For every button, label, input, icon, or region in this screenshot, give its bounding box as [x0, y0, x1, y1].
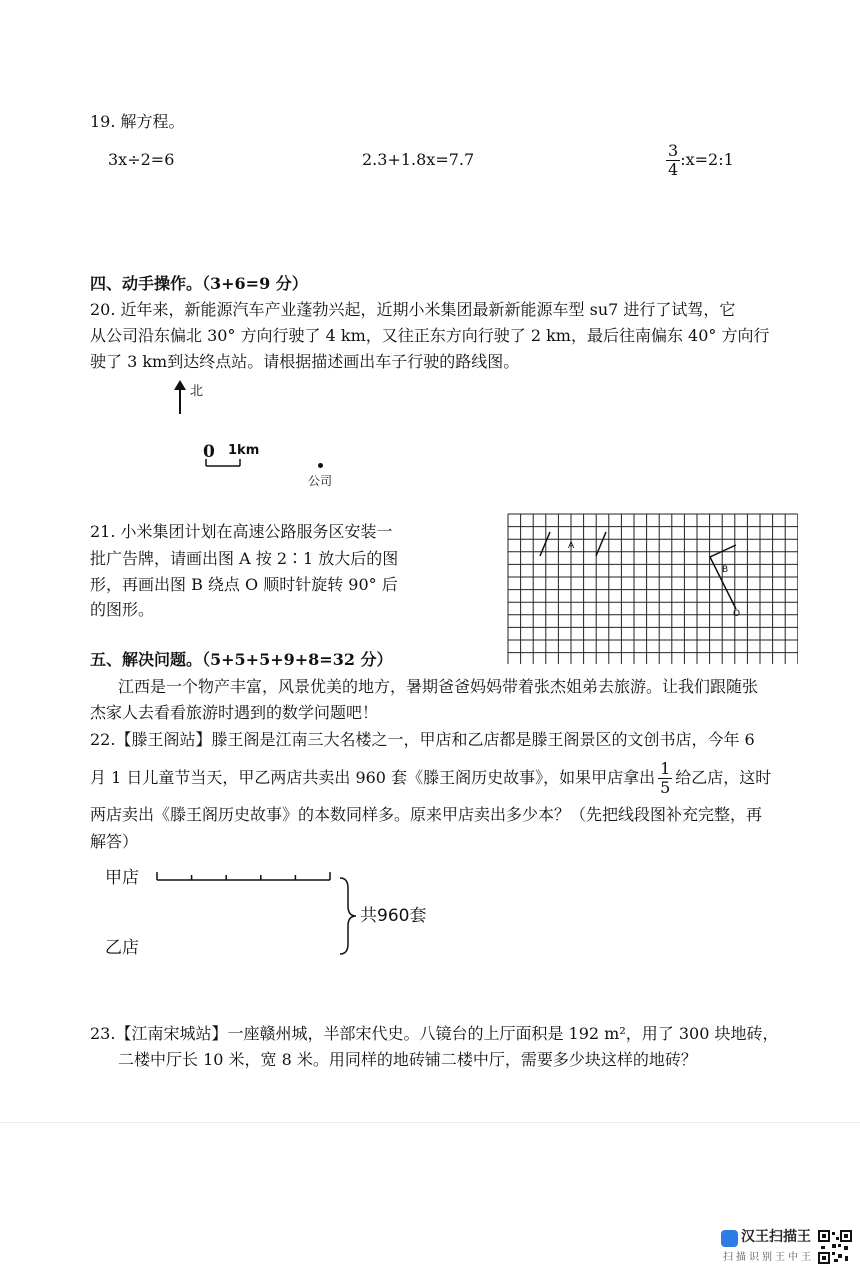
q21-line-1: 21. 小米集团计划在高速公路服务区安装一: [90, 522, 393, 541]
curly-brace: [336, 876, 360, 956]
figure-a-left-segment: [540, 532, 550, 556]
segment-label-yi: 乙店: [105, 938, 139, 958]
figure-a-right-segment: [596, 532, 606, 556]
q22-line-2-part-a: 月 1 日儿童节当天，甲乙两店共卖出 960 套《滕王阁历史故事》，如果甲店拿出: [90, 768, 656, 787]
section5-intro-line-2: 杰家人去看看旅游时遇到的数学问题吧！: [90, 703, 379, 722]
segment-bar-jia: [152, 866, 337, 886]
scale-unit: 1km: [228, 443, 260, 458]
q20-line-2: 从公司沿东偏北 30° 方向行驶了 4 km，又往正东方向行驶了 2 km，最后往南偏东 40° 方向行: [90, 326, 770, 345]
north-label: 北: [190, 384, 204, 399]
q22-line-1: 22.【滕王阁站】滕王阁是江南三大名楼之一，甲店和乙店都是滕王阁景区的文创书店，今年 6: [90, 730, 755, 749]
q22-line-3: 两店卖出《滕王阁历史故事》的本数同样多。原来甲店卖出多少本？（先把线段图补充完整，再: [90, 805, 763, 824]
q19-equation-3-rest: :x=2:1: [680, 150, 734, 169]
scanner-logo-icon: [721, 1230, 738, 1247]
footer-slogan: 扫描识别王中王: [723, 1252, 814, 1263]
q22-fraction-denominator: 5: [660, 778, 671, 797]
segment-label-jia: 甲店: [105, 868, 139, 888]
q21-line-2: 批广告牌，请画出图 A 按 2∶1 放大后的图: [90, 549, 399, 568]
scale-zero: 0: [203, 442, 215, 462]
grid-label-o: O: [733, 609, 741, 619]
q19-fraction-denominator: 4: [668, 160, 679, 179]
q23-line-2: 二楼中厅长 10 米，宽 8 米。用同样的地砖铺二楼中厅，需要多少块这样的地砖？: [118, 1050, 697, 1069]
footer-brand: 汉王扫描王: [741, 1229, 811, 1245]
q22-fraction: [658, 760, 672, 797]
q19-fraction-numerator: 3: [668, 141, 679, 160]
q19-title: 19. 解方程。: [90, 112, 185, 131]
section5-intro-line-1: 江西是一个物产丰富，风景优美的地方，暑期爸爸妈妈带着张杰姐弟去旅游。让我们跟随张: [118, 677, 759, 696]
page-divider: [0, 1122, 860, 1123]
q21-line-3: 形，再画出图 B 绕点 O 顺时针旋转 90° 后: [90, 575, 398, 594]
q20-line-3: 驶了 3 km到达终点站。请根据描述画出车子行驶的路线图。: [90, 352, 520, 371]
q22-line-4: 解答）: [90, 832, 139, 851]
q19-equation-2: 2.3+1.8x=7.7: [362, 150, 475, 169]
scale-bar: [204, 458, 244, 468]
q23-line-1: 23.【江南宋城站】一座赣州城，半部宋代史。八镜台的上厅面积是 192 m²，用了 300 块地砖，: [90, 1024, 779, 1043]
q22-fraction-numerator: 1: [660, 759, 671, 778]
q19-fraction: [666, 142, 680, 179]
grid-label-a: A: [568, 541, 575, 551]
north-arrow-icon: [170, 380, 190, 416]
section5-title: 五、解决问题。（5+5+5+9+8=32 分）: [90, 650, 393, 669]
company-label: 公司: [308, 474, 333, 488]
company-point: [318, 463, 323, 468]
segment-total-label: 共960套: [360, 906, 427, 926]
qr-code-icon: [818, 1230, 852, 1264]
q21-line-4: 的图形。: [90, 600, 155, 619]
q22-line-2: [90, 756, 771, 800]
square-grid: [506, 512, 798, 664]
grid-label-b: B: [722, 565, 729, 575]
q20-line-1: 20. 近年来，新能源汽车产业蓬勃兴起，近期小米集团最新新能源车型 su7 进行了试驾，它: [90, 300, 736, 319]
q22-line-2-part-b: 给乙店，这时: [675, 768, 772, 787]
q19-equation-1: 3x÷2=6: [108, 150, 175, 169]
q19-equation-3: [666, 140, 734, 180]
section4-title: 四、动手操作。（3+6=9 分）: [90, 274, 308, 293]
